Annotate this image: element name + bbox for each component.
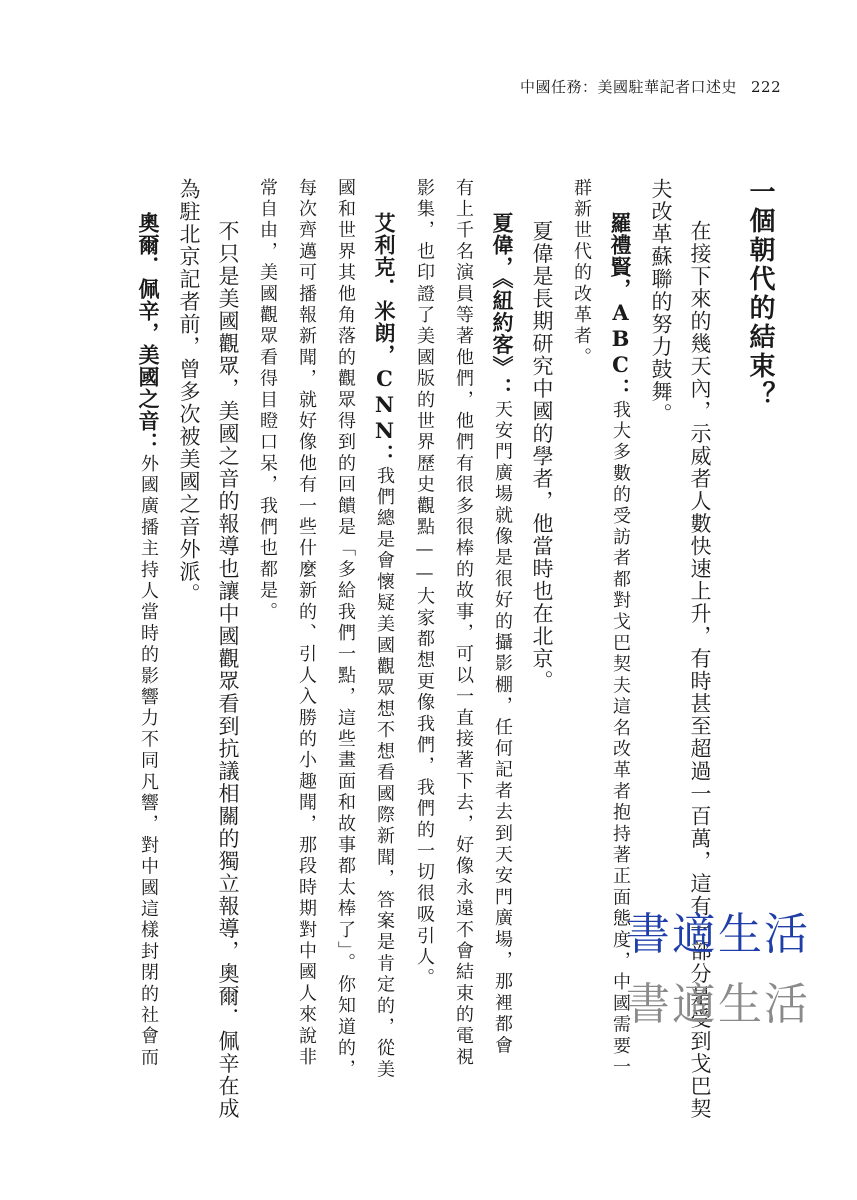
speaker-name: 羅禮賢，ABC： [608,212,633,400]
running-header [520,76,780,97]
speaker-name: 艾利克．米朗，CNN： [372,212,397,466]
speaker-name: 奧爾．佩辛，美國之音： [136,212,161,454]
paragraph-column: 夏偉是長期研究中國的學者，他當時也在北京。 [530,220,554,693]
page-number: 222 [751,78,782,96]
paragraph-column: 為駐北京記者前，曾多次被美國之音外派。 [177,178,201,606]
quote-column: 國和世界其他角落的觀眾得到的回饋是「多給我們一點，這些畫面和故事都太棒了」。你知道的， [335,178,356,1081]
quote-column: 艾利克．米朗，CNN：我們總是會懷疑美國觀眾想不想看國際新聞，答案是肯定的，從美 [372,212,397,1081]
section-heading: 一個朝代的結束？ [745,178,775,410]
quote-column: 常自由，美國觀眾看得目瞪口呆，我們也都是。 [257,178,278,624]
paragraph-column: 不只是美國觀眾，美國之音的報導也讓中國觀眾看到抗議相關的獨立報導，奧爾．佩辛在成 [216,220,240,1120]
paragraph-column: 在接下來的幾天內，示威者人數快速上升，有時甚至超過一百萬，這有一部分是受到戈巴契 [688,220,712,1120]
quote-column: 羅禮賢，ABC：我大多數的受訪者都對戈巴契夫這名改革者抱持著正面態度，中國需要一 [608,212,633,1079]
quote-column: 影集，也印證了美國版的世界歷史觀點——大家都想更像我們，我們的一切很吸引人。 [414,178,435,990]
quote-column: 夏偉，《紐約客》：天安門廣場就像是很好的攝影棚，任何記者去到天安門廣場，那裡都會 [490,212,515,1057]
quote-column: 每次齊邁可播報新聞，就好像他有一些什麼新的、引人入勝的小趣聞，那段時期對中國人來說非 [296,178,317,1069]
speaker-name: 夏偉，《紐約客》： [490,212,515,400]
book-title: 中國任務：美國駐華記者口述史 [520,78,738,96]
quote-column: 群新世代的改革者。 [571,178,592,369]
quote-column: 奧爾．佩辛，美國之音：外國廣播主持人當時的影響力不同凡響，對中國這樣封閉的社會而 [136,212,161,1069]
watermark-primary: 書適生活 [626,909,810,960]
paragraph-column: 夫改革蘇聯的努力鼓舞。 [649,178,673,426]
quote-column: 有上千名演員等著他們，他們有很多很棒的故事，可以一直接著下去，好像永遠不會結束的電視 [453,178,474,1069]
watermark-secondary: 書適生活 [626,979,810,1030]
